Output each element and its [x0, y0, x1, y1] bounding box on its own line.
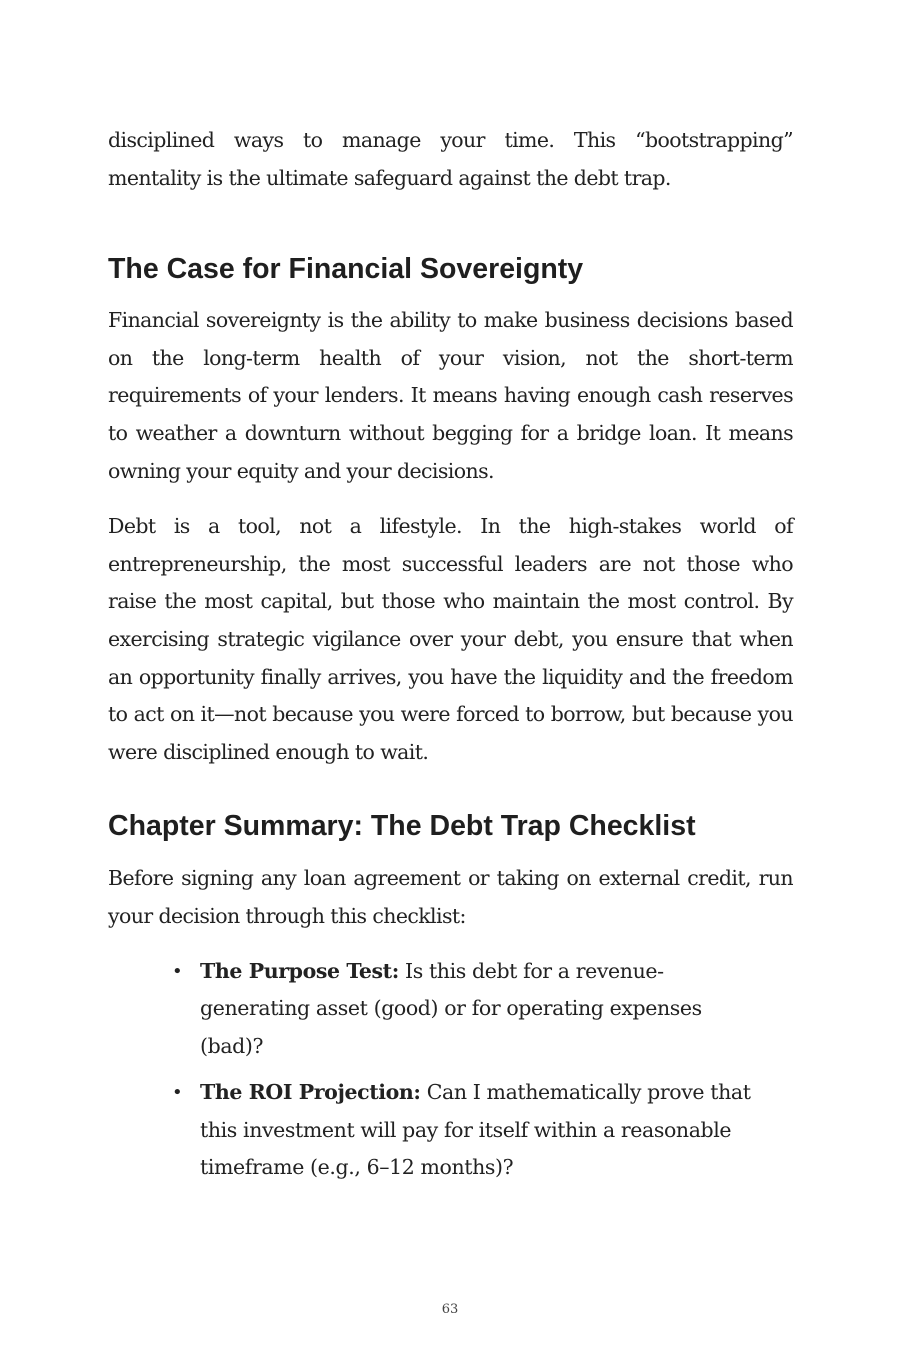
- sovereignty-paragraph-2: Debt is a tool, not a lifestyle. In the high-stakes world of entrepreneurship, the most successful leaders are not those who raise the most capital, but those who maintain the most control. By exercising strategic vigilance over your debt, you ensure that when an opportunity finally arrives, you have the liquidity and the freedom to act on it—not because you were forced to borrow, but because you were disciplined enough to wait.: [108, 514, 793, 764]
- summary-intro-paragraph: Before signing any loan agreement or taking on external credit, run your decision through this checklist:: [108, 866, 793, 928]
- bullet-icon: •: [172, 1082, 183, 1104]
- page-content: [108, 122, 793, 1196]
- bullet-icon: •: [172, 960, 183, 982]
- debt-checklist: [108, 953, 793, 1188]
- checklist-item-purpose-test: [172, 953, 760, 1066]
- checklist-term: The ROI Projection:: [200, 1080, 421, 1105]
- page-number: 63: [441, 1302, 459, 1317]
- section-heading-financial-sovereignty: The Case for Financial Sovereignty: [108, 253, 584, 286]
- checklist-text: Is this debt for a revenue-generating asset (good) or for operating expenses (bad)?: [200, 958, 702, 1058]
- intro-continuation-paragraph: disciplined ways to manage your time. This “bootstrapping” mentality is the ultimate safeguard against the debt trap.: [108, 128, 793, 190]
- section-heading-chapter-summary: Chapter Summary: The Debt Trap Checklist: [108, 810, 696, 843]
- checklist-term: The Purpose Test:: [200, 958, 399, 983]
- checklist-text: Can I mathematically prove that this investment will pay for itself within a reasonable timeframe (e.g., 6–12 months)?: [200, 1080, 751, 1180]
- checklist-item-roi-projection: [172, 1074, 760, 1187]
- sovereignty-paragraph-1: Financial sovereignty is the ability to make business decisions based on the long-term health of your vision, not the short-term requirements of your lenders. It means having enough cash reserves to weather a downturn without begging for a bridge loan. It means owning your equity and your decisions.: [108, 308, 793, 483]
